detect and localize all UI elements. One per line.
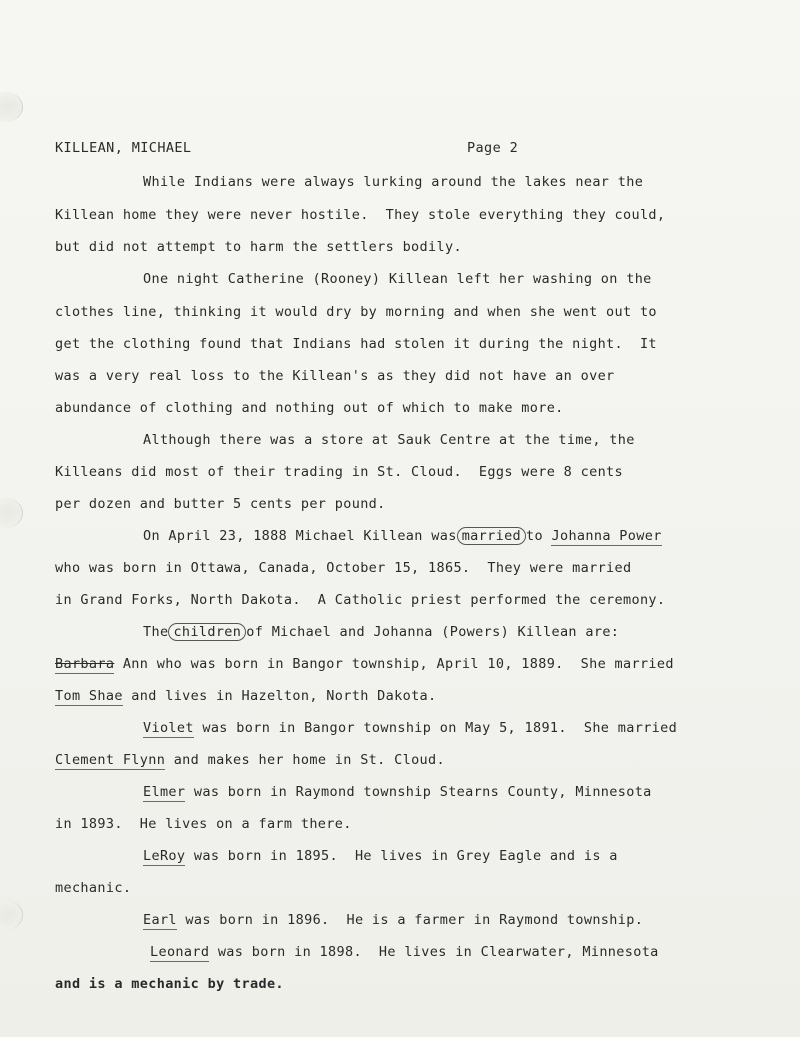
text-line: While Indians were always lurking around the lakes near the [143,174,644,190]
text-line: but did not attempt to harm the settlers bodily. [55,239,462,255]
text-line: clothes line, thinking it would dry by morning and when she went out to [55,304,657,320]
text-line: Killean home they were never hostile. They stole everything they could, [55,207,666,223]
text-line: who was born in Ottawa, Canada, October 15, 1865. They were married [55,560,632,576]
text-line: in Grand Forks, North Dakota. A Catholic priest performed the ceremony. [55,592,666,608]
text-line [143,783,652,801]
text-line [150,943,659,961]
text-line: Although there was a store at Sauk Centre at the time, the [143,432,635,448]
text-line [55,751,445,769]
text-line: get the clothing found that Indians had stolen it during the night. It [55,336,657,352]
text-segment: and lives in Hazelton, North Dakota. [122,688,437,704]
text-line: in 1893. He lives on a farm there. [55,816,352,832]
text-segment: to [526,528,543,544]
text-line [143,719,677,737]
text-segment: was born in Bangor township on May 5, 1891. She married [193,720,678,736]
text-line: mechanic. [55,880,132,896]
text-line [143,623,619,641]
page-number: Page 2 [467,140,519,156]
underlined-name: Johanna Power [551,528,662,544]
text-line: per dozen and butter 5 cents per pound. [55,496,386,512]
text-segment: Ann who was born in Bangor township, April 10, 1889. She married [114,656,674,672]
text-line [143,847,618,865]
text-segment: of Michael and Johanna (Powers) Killean are: [246,624,620,640]
text-line: One night Catherine (Rooney) Killean left her washing on the [143,271,652,287]
punch-hole-mark [0,92,23,122]
text-line: abundance of clothing and nothing out of which to make more. [55,400,564,416]
page-header [55,140,755,162]
text-segment: On April 23, 1888 Michael Killean was [143,528,457,544]
punch-hole-mark [0,900,23,930]
underlined-name: Clement Flynn [55,752,166,768]
text-segment: was born in 1898. He lives in Clearwater, Minnesota [209,944,659,960]
text-line: Killeans did most of their trading in St. Cloud. Eggs were 8 cents [55,464,624,480]
punch-hole-mark [0,498,23,528]
underlined-name: Earl [143,912,177,928]
text-line [143,911,643,929]
text-line: and is a mechanic by trade. [55,976,284,992]
text-segment: was born in 1895. He lives in Grey Eagle and is a [185,848,618,864]
text-line: was a very real loss to the Killean's as they did not have an over [55,368,615,384]
text-line [55,687,437,705]
text-segment: was born in Raymond township Stearns County, Minnesota [185,784,652,800]
underlined-name: LeRoy [143,848,186,864]
text-segment: and makes her home in St. Cloud. [165,752,445,768]
circled-word: children [168,623,246,641]
text-segment: was born in 1896. He is a farmer in Raymond township. [176,912,644,928]
underlined-name: Leonard [150,944,210,960]
text-segment: The [143,624,169,640]
circled-word: married [457,527,526,545]
underlined-name: Tom Shae [55,688,123,704]
header-name: KILLEAN, MICHAEL [55,140,192,156]
underlined-name: Elmer [143,784,186,800]
text-line [143,527,662,545]
text-line [55,655,674,673]
underlined-name: Violet [143,720,194,736]
underlined-name: Barbara [55,656,115,672]
